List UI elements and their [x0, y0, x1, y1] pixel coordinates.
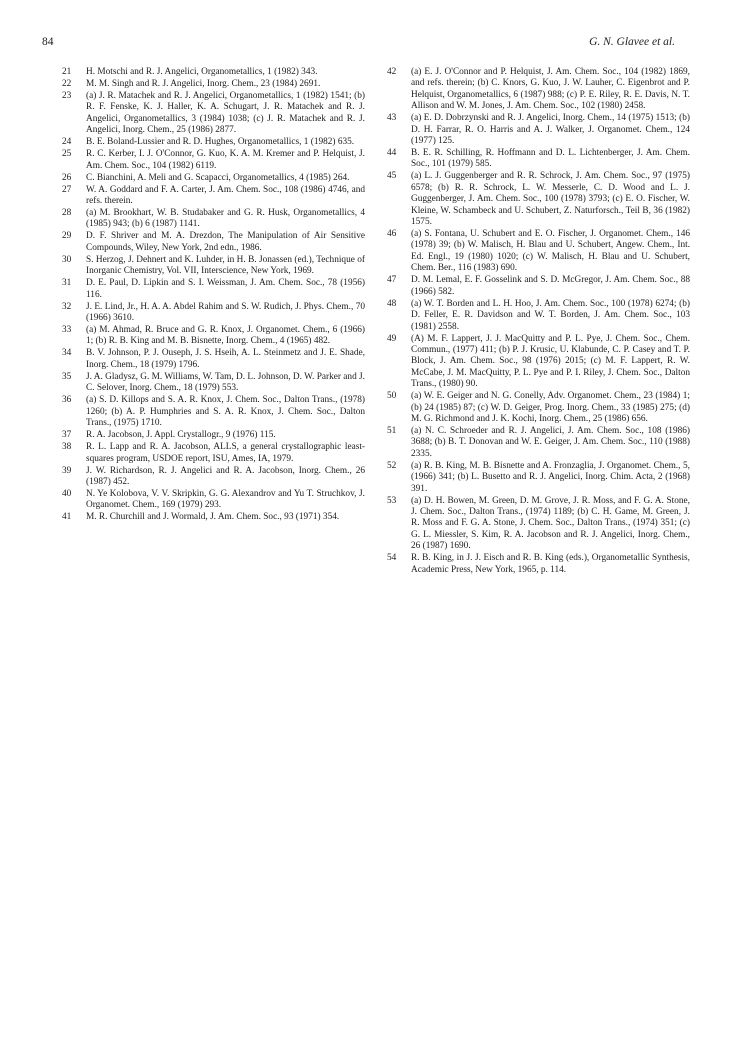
reference-text: (A) M. F. Lappert, J. J. MacQuitty and P. L. Pye, J. Chem. Soc., Chem. Commun., (1977) 411; (b) P. J. Krusic, U. Klabunde, C. P. Casey and T. P. Block, J. Am. Chem. Soc., 98 (1976) 2015; (c) M. F. Lappert, R. W. McCabe, J. M. MacQuitty, P. L. Pye and P. I. Riley, J. Chem. Soc., Dalton Trans., (1980) 90.: [411, 333, 690, 390]
reference-item: [387, 229, 690, 275]
reference-text: H. Motschi and R. J. Angelici, Organometallics, 1 (1982) 343.: [86, 67, 318, 77]
reference-item: [387, 496, 690, 553]
reference-number: 28: [62, 208, 72, 219]
reference-text: J. E. Lind, Jr., H. A. A. Abdel Rahim and S. W. Rudich, J. Phys. Chem., 70 (1966) 3610.: [86, 301, 365, 324]
reference-item: [62, 67, 365, 78]
running-head: G. N. Glavee et al.: [589, 36, 675, 48]
reference-number: 52: [387, 460, 397, 471]
reference-text: (a) L. J. Guggenberger and R. R. Schrock, J. Am. Chem. Soc., 97 (1975) 6578; (b) R. R. Schrock, L. W. Messerle, C. D. Wood and L. J. Guggenberger, J. Am. Chem. Soc., 100 (1978) 3793; (c) E. O. Fischer, W. Kleine, W. Schambeck and U. Schubert, Z. Naturforsch., Teil B, 36 (1982) 1575.: [411, 171, 690, 228]
reference-item: [62, 231, 365, 254]
reference-text: (a) M. Ahmad, R. Bruce and G. R. Knox, J. Organomet. Chem., 6 (1966) 1; (b) R. B. King and M. B. Bisnette, Inorg. Chem., 4 (1965) 482.: [86, 325, 365, 347]
reference-item: [387, 426, 690, 460]
reference-item: [387, 148, 690, 171]
reference-number: 45: [387, 171, 397, 182]
reference-number: 27: [62, 184, 72, 195]
reference-number: 43: [387, 113, 397, 124]
reference-item: [387, 391, 690, 425]
reference-number: 54: [387, 553, 397, 564]
reference-text: D. M. Lemal, E. F. Gosselink and S. D. McGregor, J. Am. Chem. Soc., 88 (1966) 582.: [411, 275, 690, 297]
reference-item: [62, 395, 365, 429]
reference-item: [387, 299, 690, 333]
reference-number: 39: [62, 465, 72, 476]
reference-item: [62, 466, 365, 489]
reference-number: 37: [62, 430, 72, 441]
reference-number: 53: [387, 495, 397, 506]
reference-item: [387, 553, 690, 576]
reference-item: [62, 79, 365, 90]
reference-text: B. E. R. Schilling, R. Hoffmann and D. L. Lichtenberger, J. Am. Chem. Soc., 101 (1979) 585.: [411, 148, 690, 170]
reference-number: 33: [62, 325, 72, 336]
reference-text: W. A. Goddard and F. A. Carter, J. Am. Chem. Soc., 108 (1986) 4746, and refs. therein.: [86, 184, 365, 207]
reference-item: [387, 461, 690, 495]
reference-text: B. E. Boland-Lussier and R. D. Hughes, Organometallics, 1 (1982) 635.: [86, 137, 355, 148]
reference-number: 47: [387, 275, 397, 286]
reference-text: C. Bianchini, A. Meli and G. Scapacci, Organometallics, 4 (1985) 264.: [86, 172, 350, 183]
reference-item: [62, 302, 365, 325]
reference-item: [62, 185, 365, 208]
reference-text: (a) W. E. Geiger and N. G. Conelly, Adv. Organomet. Chem., 23 (1984) 1; (b) 24 (1985) 87; (c) W. D. Geiger, Prog. Inorg. Chem., 33 (1985) 275; (d) M. G. Richmond and J. K. Kochi, Inorg. Chem., 25 (1986) 656.: [411, 391, 690, 424]
reference-text: N. Ye Kolobova, V. V. Skripkin, G. G. Alexandrov and Yu T. Struchkov, J. Organomet. Chem., 169 (1979) 293.: [86, 488, 365, 511]
references-right-column: [387, 67, 690, 577]
reference-text: R. A. Jacobson, J. Appl. Crystallogr., 9 (1976) 115.: [86, 430, 276, 441]
reference-number: 48: [387, 298, 397, 309]
reference-item: [62, 512, 365, 523]
reference-number: 44: [387, 148, 397, 159]
reference-number: 30: [62, 254, 72, 265]
reference-text: J. A. Gladysz, G. M. Williams, W. Tam, D. L. Johnson, D. W. Parker and J. C. Selover, Inorg. Chem., 18 (1979) 553.: [86, 371, 365, 394]
reference-text: J. W. Richardson, R. J. Angelici and R. A. Jacobson, Inorg. Chem., 26 (1987) 452.: [86, 465, 365, 487]
reference-number: 22: [62, 79, 72, 89]
reference-number: 23: [62, 91, 72, 101]
reference-text: D. E. Paul, D. Lipkin and S. I. Weissman, J. Am. Chem. Soc., 78 (1956) 116.: [86, 278, 365, 300]
reference-item: [387, 113, 690, 147]
reference-item: [62, 149, 365, 172]
reference-number: 26: [62, 172, 72, 183]
reference-text: (a) M. Brookhart, W. B. Studabaker and G. R. Husk, Organometallics, 4 (1985) 943; (b) 6 (1987) 1141.: [86, 208, 365, 230]
reference-number: 40: [62, 488, 72, 499]
reference-item: [62, 208, 365, 231]
reference-text: S. Herzog, J. Dehnert and K. Luhder, in H. B. Jonassen (ed.), Technique of Inorganic Chemistry, Vol. VII, Interscience, New York, 1969.: [86, 254, 365, 277]
reference-text: D. F. Shriver and M. A. Drezdon, The Manipulation of Air Sensitive Compounds, Wiley, New York, 2nd edn., 1986.: [86, 231, 365, 253]
reference-text: (a) N. C. Schroeder and R. J. Angelici, J. Am. Chem. Soc., 108 (1986) 3688; (b) B. T. Donovan and W. E. Geiger, J. Am. Chem. Soc., 110 (1988) 2335.: [411, 425, 690, 459]
reference-number: 32: [62, 301, 72, 312]
reference-item: [62, 173, 365, 184]
reference-text: R. B. King, in J. J. Eisch and R. B. King (eds.), Organometallic Synthesis, Academic Press, New York, 1965, p. 114.: [411, 553, 690, 575]
reference-number: 24: [62, 137, 72, 148]
reference-number: 25: [62, 149, 72, 160]
reference-item: [62, 137, 365, 148]
reference-number: 38: [62, 442, 72, 453]
reference-item: [62, 91, 365, 137]
reference-item: [62, 325, 365, 348]
reference-number: 46: [387, 229, 397, 240]
reference-item: [62, 255, 365, 278]
reference-item: [387, 67, 690, 113]
reference-text: (a) J. R. Matachek and R. J. Angelici, Organometallics, 1 (1982) 1541; (b) R. F. Fenske, K. J. Haller, K. A. Schugart, J. R. Matachek and R. J. Angelici, Organometallics, 3 (1984) 1038; (c) J. R. Matachek and R. J. Angelici, Inorg. Chem., 25 (1986) 2877.: [86, 91, 365, 136]
reference-item: [62, 348, 365, 371]
reference-number: 50: [387, 391, 397, 402]
reference-number: 42: [387, 67, 397, 77]
reference-text: (a) E. J. O'Connor and P. Helquist, J. Am. Chem. Soc., 104 (1982) 1869, and refs. therein; (b) C. Knors, G. Kuo, J. W. Lauher, C. Eigenbrot and P. Helquist, Organometallics, 6 (1987) 988; (c) P. E. Riley, R. E. Davis, N. T. Allison and W. M. Jones, J. Am. Chem. Soc., 102 (1980) 2458.: [411, 67, 690, 112]
reference-text: (a) S. Fontana, U. Schubert and E. O. Fischer, J. Organomet. Chem., 146 (1978) 39; (b) W. Malisch, H. Blau and U. Schubert, Angew. Chem., Int. Ed. Engl., 19 (1980) 1020; (c) W. Malisch, H. Blau and U. Schubert, Chem. Ber., 116 (1983) 690.: [411, 229, 690, 274]
reference-item: [62, 442, 365, 465]
reference-item: [62, 489, 365, 512]
reference-number: 51: [387, 425, 397, 436]
reference-text: (a) W. T. Borden and L. H. Hoo, J. Am. Chem. Soc., 100 (1978) 6274; (b) D. Feller, E. R. Davidson and W. T. Borden, J. Am. Chem. Soc., 103 (1981) 2558.: [411, 298, 690, 332]
reference-number: 41: [62, 512, 72, 523]
reference-number: 34: [62, 348, 72, 359]
reference-text: (a) S. D. Killops and S. A. R. Knox, J. Chem. Soc., Dalton Trans., (1978) 1260; (b) A. P. Humphries and S. A. R. Knox, J. Chem. Soc., Dalton Trans., (1975) 1710.: [86, 395, 365, 429]
reference-item: [62, 372, 365, 395]
reference-text: B. V. Johnson, P. J. Ouseph, J. S. Hseih, A. L. Steinmetz and J. E. Shade, Inorg. Chem., 18 (1979) 1796.: [86, 348, 365, 370]
reference-text: M. M. Singh and R. J. Angelici, Inorg. Chem., 23 (1984) 2691.: [86, 79, 321, 89]
reference-number: 49: [387, 333, 397, 344]
references-left-column: [62, 67, 365, 524]
reference-text: (a) R. B. King, M. B. Bisnette and A. Fronzaglia, J. Organomet. Chem., 5, (1966) 341; (b) L. Busetto and R. J. Angelici, Inorg. Chim. Acta, 2 (1968) 391.: [411, 460, 690, 494]
reference-text: R. L. Lapp and R. A. Jacobson, ALLS, a general crystallographic least-squares program, USDOE report, ISU, Ames, IA, 1979.: [86, 442, 365, 464]
reference-number: 29: [62, 231, 72, 242]
reference-text: M. R. Churchill and J. Wormald, J. Am. Chem. Soc., 93 (1971) 354.: [86, 512, 340, 523]
reference-item: [62, 430, 365, 441]
page-header: [42, 36, 675, 52]
reference-number: 35: [62, 371, 72, 382]
reference-number: 36: [62, 395, 72, 406]
reference-item: [387, 334, 690, 391]
reference-text: (a) E. D. Dobrzynski and R. J. Angelici, Inorg. Chem., 14 (1975) 1513; (b) D. H. Farrar, R. O. Harris and A. J. Walker, J. Organomet. Chem., 124 (1977) 125.: [411, 113, 690, 147]
reference-item: [387, 275, 690, 298]
reference-item: [62, 278, 365, 301]
reference-number: 21: [62, 67, 72, 77]
reference-item: [387, 171, 690, 228]
reference-text: (a) D. H. Bowen, M. Green, D. M. Grove, J. R. Moss, and F. G. A. Stone, J. Chem. Soc., Dalton Trans., (1974) 1189; (b) C. H. Game, M. Green, J. R. Moss and F. G. A. Stone, J. Chem. Soc., Dalton Trans., (1974) 351; (c) G. L. Miessler, S. Kim, R. A. Jacobson and R. J. Angelici, Inorg. Chem., 26 (1987) 1690.: [411, 495, 690, 552]
reference-text: R. C. Kerber, I. J. O'Connor, G. Kuo, K. A. M. Kremer and P. Helquist, J. Am. Chem. Soc., 104 (1982) 6119.: [86, 149, 365, 171]
reference-number: 31: [62, 278, 72, 289]
page-number: 84: [42, 36, 54, 48]
